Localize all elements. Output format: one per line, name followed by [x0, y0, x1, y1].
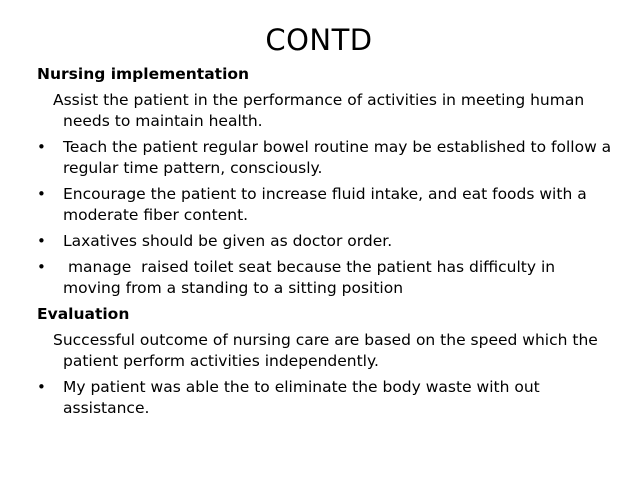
bullet-text: Laxatives should be given as doctor order.: [63, 232, 393, 250]
bullet-text: Encourage the patient to increase fluid intake, and eat foods with a moderate fiber content.: [63, 185, 587, 224]
bullet-item: [37, 184, 617, 226]
section-heading-nursing-implementation: Nursing implementation: [37, 65, 250, 83]
bullet-text: manage raised toilet seat because the patient has difficulty in moving from a standing to a sitting position: [63, 258, 561, 297]
slide-title: CONTD: [265, 23, 373, 57]
bullet-icon: •: [37, 232, 46, 250]
bullet-text: Teach the patient regular bowel routine may be established to follow a regular time pattern, consciously.: [63, 138, 612, 177]
bullet-icon: •: [37, 138, 46, 156]
bullet-item: [37, 231, 617, 252]
bullet-text: My patient was able the to eliminate the body waste with out assistance.: [63, 378, 540, 417]
slide-body: [37, 64, 617, 424]
section-intro-evaluation: Successful outcome of nursing care are based on the speed which the patient perform activities independently.: [53, 331, 598, 370]
bullet-icon: •: [37, 185, 46, 203]
bullet-icon: •: [37, 378, 46, 396]
bullet-icon: •: [37, 258, 46, 276]
bullet-item: [37, 257, 617, 299]
section-heading-evaluation: Evaluation: [37, 305, 130, 323]
bullet-item: [37, 377, 617, 419]
section-intro-nursing-implementation: Assist the patient in the performance of activities in meeting human needs to maintain health.: [53, 91, 585, 130]
bullet-item: [37, 137, 617, 179]
